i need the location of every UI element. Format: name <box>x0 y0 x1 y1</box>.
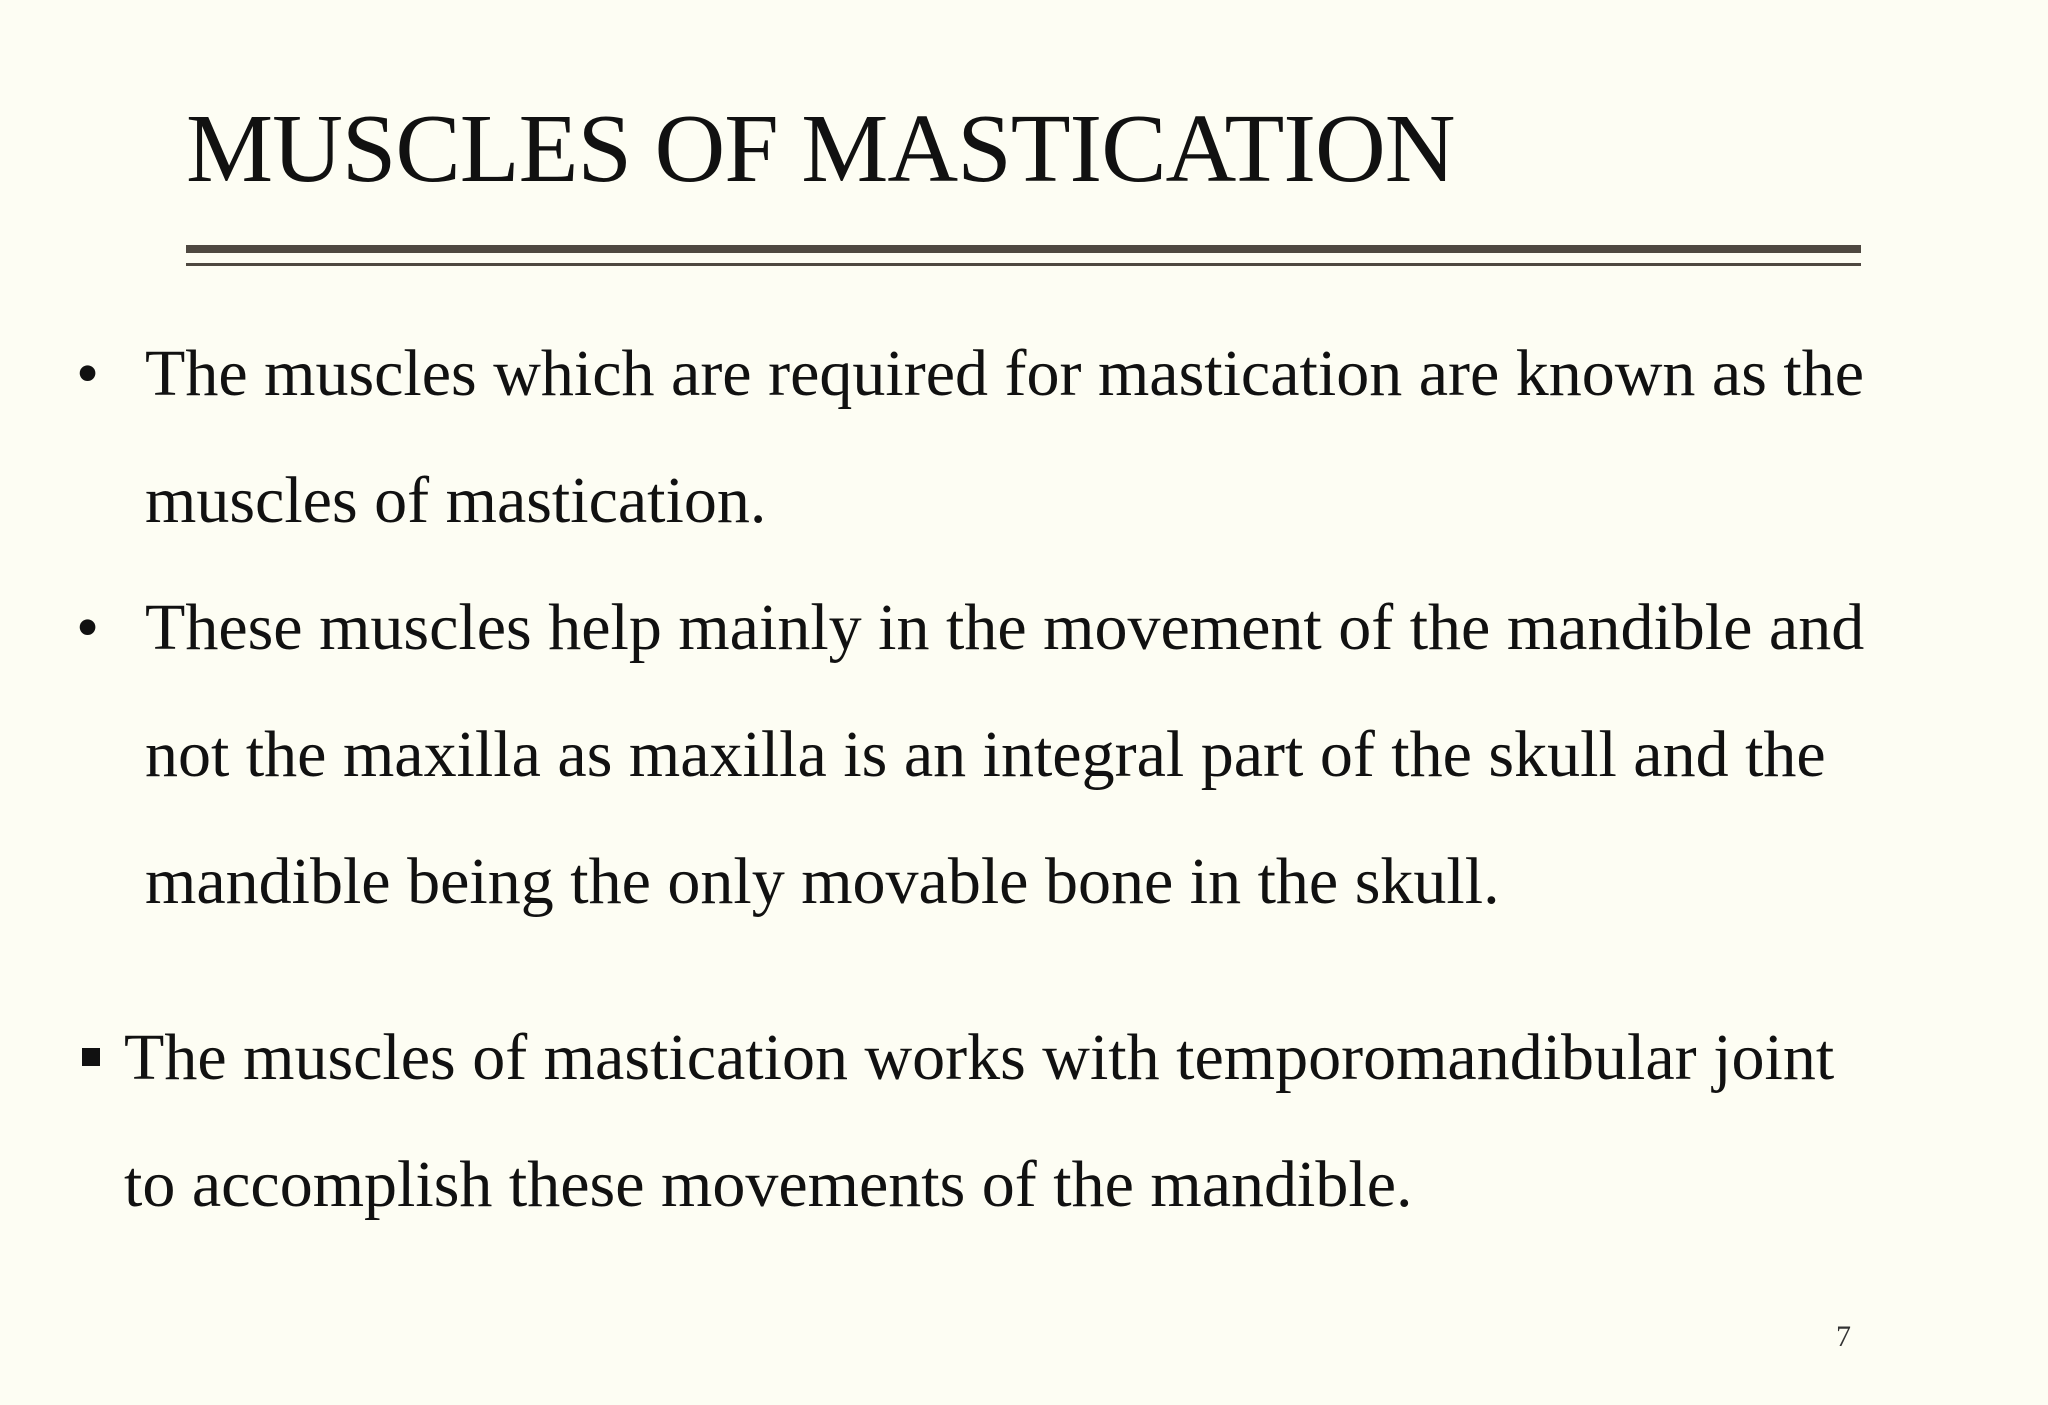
bullet-1-line-2: muscles of mastication. <box>145 464 767 537</box>
bullet-3-line-1: The muscles of mastication works with temporomandibular joint <box>124 1021 1835 1094</box>
square-bullet-icon <box>82 1048 100 1066</box>
bullet-1-line-1: The muscles which are required for mastication are known as the <box>145 337 1865 410</box>
bullet-2-line-2: not the maxilla as maxilla is an integral part of the skull and the <box>145 718 1826 791</box>
title-rule-thin <box>186 263 1861 266</box>
slide-title: MUSCLES OF MASTICATION <box>186 95 1455 203</box>
bullet-3-line-2: to accomplish these movements of the mandible. <box>124 1148 1413 1221</box>
page-number: 7 <box>1836 1320 1851 1353</box>
title-rule-thick <box>186 245 1861 253</box>
bullet-marker-2: • <box>76 591 100 664</box>
bullet-2-line-3: mandible being the only movable bone in the skull. <box>145 845 1500 918</box>
bullet-2-line-1: These muscles help mainly in the movement of the mandible and <box>145 591 1865 664</box>
bullet-marker-1: • <box>76 337 100 410</box>
